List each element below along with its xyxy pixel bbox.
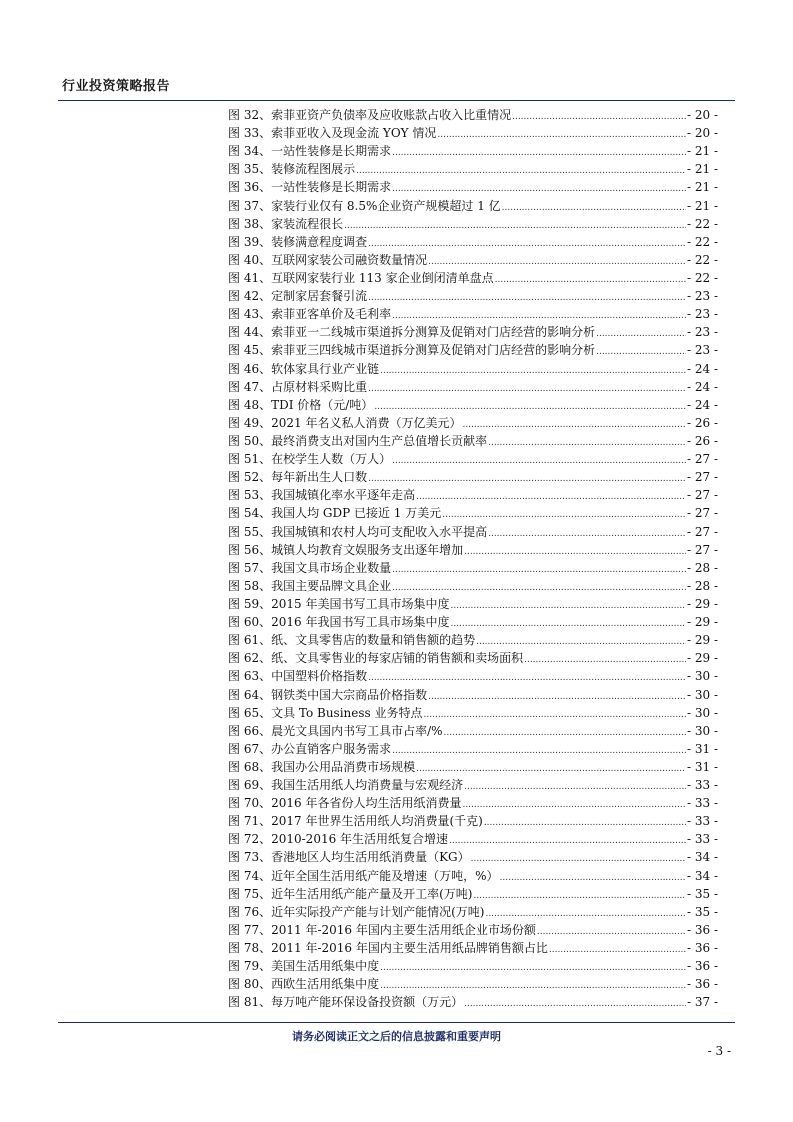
toc-entry[interactable] — [228, 341, 718, 359]
toc-entry-label: 图 71、2017 年世界生活用纸人均消费量(千克) — [228, 814, 483, 829]
toc-entry[interactable] — [228, 885, 718, 903]
toc-entry[interactable] — [228, 686, 718, 704]
toc-entry-page: - 31 - — [686, 759, 718, 774]
toc-dot-leader — [596, 323, 686, 343]
toc-entry-label: 图 57、我国文具市场企业数量 — [228, 560, 392, 575]
toc-dot-leader — [500, 867, 686, 887]
toc-dot-leader — [549, 939, 686, 959]
toc-entry-label: 图 76、近年实际投产产能与计划产能情况(万吨) — [228, 904, 485, 919]
toc-entry-page: - 22 - — [686, 216, 718, 231]
toc-entry-page: - 23 - — [686, 289, 718, 304]
toc-entry-label: 图 80、西欧生活用纸集中度 — [228, 977, 380, 992]
toc-entry[interactable] — [228, 251, 718, 269]
toc-entry-label: 图 39、装修满意程度调查 — [228, 234, 368, 249]
toc-entry-page: - 30 - — [686, 687, 718, 702]
toc-entry[interactable] — [228, 903, 718, 921]
toc-entry[interactable] — [228, 993, 718, 1011]
toc-entry-label: 图 44、索菲亚一二线城市渠道拆分测算及促销对门店经营的影响分析 — [228, 325, 596, 340]
toc-dot-leader — [464, 776, 686, 796]
toc-entry[interactable] — [228, 722, 718, 740]
toc-entry-page: - 22 - — [686, 252, 718, 267]
toc-dot-leader — [471, 848, 686, 868]
footer-divider — [58, 1022, 735, 1023]
toc-entry[interactable] — [228, 848, 718, 866]
toc-entry-page: - 33 - — [686, 814, 718, 829]
toc-entry-label: 图 53、我国城镇化率水平逐年走高 — [228, 488, 416, 503]
figure-index-list — [228, 106, 718, 1011]
toc-entry-label: 图 43、索菲亚客单价及毛利率 — [228, 307, 392, 322]
toc-entry-label: 图 32、索菲亚资产负债率及应收账款占收入比重情况 — [228, 108, 512, 122]
toc-entry-page: - 21 - — [686, 198, 718, 213]
toc-entry-label: 图 51、在校学生人数（万人） — [228, 452, 392, 467]
toc-entry[interactable] — [228, 812, 718, 830]
toc-entry-label: 图 77、2011 年-2016 年国内主要生活用纸企业市场份额 — [228, 922, 536, 937]
toc-entry-label: 图 61、纸、文具零售店的数量和销售额的趋势 — [228, 633, 476, 648]
toc-dot-leader — [502, 197, 686, 217]
toc-dot-leader — [524, 649, 686, 669]
toc-entry-label: 图 37、家装行业仅有 8.5%企业资产规模超过 1 亿 — [228, 198, 501, 213]
toc-entry-label: 图 54、我国人均 GDP 已接近 1 万美元 — [228, 506, 442, 521]
toc-entry-label: 图 46、软体家具行业产业链 — [228, 361, 380, 376]
toc-entry-page: - 29 - — [686, 615, 718, 630]
page-number: - 3 - — [707, 1044, 731, 1058]
toc-dot-leader — [368, 233, 686, 253]
toc-entry-page: - 20 - — [686, 108, 718, 122]
toc-entry-label: 图 62、纸、文具零售业的每家店铺的销售额和卖场面积 — [228, 651, 524, 666]
toc-entry[interactable] — [228, 595, 718, 613]
toc-dot-leader — [380, 957, 686, 977]
toc-entry-page: - 27 - — [686, 488, 718, 503]
toc-entry-label: 图 63、中国塑料价格指数 — [228, 669, 368, 684]
toc-entry[interactable] — [228, 287, 718, 305]
toc-entry-label: 图 52、每年新出生人口数 — [228, 470, 368, 485]
toc-dot-leader — [464, 993, 686, 1013]
toc-entry-page: - 28 - — [686, 560, 718, 575]
toc-entry-label: 图 78、2011 年-2016 年国内主要生活用纸品牌销售额占比 — [228, 941, 548, 956]
toc-entry-page: - 28 - — [686, 578, 718, 593]
toc-dot-leader — [596, 341, 686, 361]
toc-dot-leader — [392, 559, 686, 579]
toc-entry[interactable] — [228, 450, 718, 468]
toc-entry[interactable] — [228, 305, 718, 323]
toc-dot-leader — [428, 251, 686, 271]
toc-entry-page: - 34 - — [686, 868, 718, 883]
toc-entry-label: 图 36、一站性装修是长期需求 — [228, 180, 392, 195]
toc-entry[interactable] — [228, 613, 718, 631]
toc-entry-page: - 36 - — [686, 959, 718, 974]
toc-entry-page: - 21 - — [686, 144, 718, 159]
toc-dot-leader — [464, 541, 686, 561]
toc-dot-leader — [392, 305, 686, 325]
toc-dot-leader — [356, 160, 686, 180]
toc-entry-label: 图 60、2016 年我国书写工具市场集中度 — [228, 615, 450, 630]
toc-dot-leader — [462, 414, 686, 434]
toc-entry[interactable] — [228, 486, 718, 504]
toc-entry[interactable] — [228, 378, 718, 396]
toc-dot-leader — [392, 740, 686, 760]
toc-entry-label: 图 67、办公直销客户服务需求 — [228, 741, 392, 756]
toc-entry-page: - 20 - — [686, 126, 718, 141]
toc-entry-label: 图 74、近年全国生活用纸产能及增速（万吨，%） — [228, 868, 499, 883]
toc-entry-page: - 26 - — [686, 433, 718, 448]
toc-entry-page: - 27 - — [686, 524, 718, 539]
toc-dot-leader — [512, 106, 686, 126]
toc-entry[interactable] — [228, 921, 718, 939]
toc-entry-page: - 30 - — [686, 723, 718, 738]
toc-entry-page: - 34 - — [686, 850, 718, 865]
toc-entry-page: - 23 - — [686, 307, 718, 322]
toc-dot-leader — [424, 704, 686, 724]
toc-dot-leader — [473, 885, 686, 905]
toc-entry-label: 图 81、每万吨产能环保设备投资额（万元） — [228, 995, 464, 1010]
toc-entry-page: - 24 - — [686, 397, 718, 412]
toc-entry-label: 图 64、钢铁类中国大宗商品价格指数 — [228, 687, 428, 702]
toc-dot-leader — [449, 830, 686, 850]
toc-dot-leader — [380, 360, 686, 380]
toc-dot-leader — [392, 142, 686, 162]
toc-entry-page: - 36 - — [686, 941, 718, 956]
report-header-title: 行业投资策略报告 — [62, 79, 171, 94]
toc-entry[interactable] — [228, 323, 718, 341]
toc-entry[interactable] — [228, 975, 718, 993]
toc-dot-leader — [484, 812, 686, 832]
toc-dot-leader — [476, 631, 686, 651]
toc-entry-label: 图 72、2010-2016 年生活用纸复合增速 — [228, 832, 449, 847]
toc-entry[interactable] — [228, 178, 718, 196]
toc-entry[interactable] — [228, 396, 718, 414]
toc-dot-leader — [416, 758, 686, 778]
toc-dot-leader — [416, 486, 686, 506]
toc-dot-leader — [392, 178, 686, 198]
toc-dot-leader — [368, 468, 686, 488]
toc-entry[interactable] — [228, 939, 718, 957]
toc-entry-page: - 30 - — [686, 705, 718, 720]
toc-entry-label: 图 59、2015 年美国书写工具市场集中度 — [228, 596, 450, 611]
toc-dot-leader — [392, 450, 686, 470]
toc-dot-leader — [437, 124, 686, 144]
toc-entry[interactable] — [228, 197, 718, 215]
toc-entry-page: - 27 - — [686, 506, 718, 521]
toc-dot-leader — [485, 903, 686, 923]
toc-entry-page: - 27 - — [686, 452, 718, 467]
toc-entry-label: 图 41、互联网家装行业 113 家企业倒闭清单盘点 — [228, 270, 494, 285]
toc-entry[interactable] — [228, 160, 718, 178]
toc-entry[interactable] — [228, 215, 718, 233]
toc-entry[interactable] — [228, 559, 718, 577]
toc-entry-label: 图 75、近年生活用纸产能产量及开工率(万吨) — [228, 886, 473, 901]
toc-entry-label: 图 79、美国生活用纸集中度 — [228, 959, 380, 974]
toc-dot-leader — [374, 396, 686, 416]
toc-entry[interactable] — [228, 631, 718, 649]
toc-entry-page: - 24 - — [686, 361, 718, 376]
toc-entry-label: 图 66、晨光文具国内书写工具市占率/% — [228, 723, 443, 738]
toc-entry-label: 图 49、2021 年名义私人消费（万亿美元） — [228, 415, 462, 430]
toc-entry-page: - 21 - — [686, 180, 718, 195]
toc-entry-page: - 33 - — [686, 778, 718, 793]
toc-entry-label: 图 34、一站性装修是长期需求 — [228, 144, 392, 159]
toc-entry-page: - 21 - — [686, 162, 718, 177]
toc-entry[interactable] — [228, 758, 718, 776]
toc-entry[interactable] — [228, 523, 718, 541]
toc-entry[interactable] — [228, 269, 718, 287]
toc-entry[interactable] — [228, 142, 718, 160]
toc-entry-label: 图 47、占原材料采购比重 — [228, 379, 368, 394]
toc-entry-page: - 29 - — [686, 651, 718, 666]
toc-dot-leader — [450, 595, 686, 615]
toc-dot-leader — [368, 287, 686, 307]
toc-entry-page: - 29 - — [686, 596, 718, 611]
toc-entry-label: 图 68、我国办公用品消费市场规模 — [228, 759, 416, 774]
toc-entry[interactable] — [228, 649, 718, 667]
toc-entry[interactable] — [228, 867, 718, 885]
toc-dot-leader — [537, 921, 686, 941]
toc-entry[interactable] — [228, 468, 718, 486]
toc-entry-page: - 36 - — [686, 977, 718, 992]
toc-dot-leader — [380, 975, 686, 995]
toc-entry-label: 图 69、我国生活用纸人均消费量与宏观经济 — [228, 778, 464, 793]
toc-dot-leader — [368, 378, 686, 398]
toc-entry-page: - 27 - — [686, 470, 718, 485]
toc-entry-page: - 23 - — [686, 343, 718, 358]
toc-entry-label: 图 56、城镇人均教育文娱服务支出逐年增加 — [228, 542, 464, 557]
toc-entry[interactable] — [228, 432, 718, 450]
toc-dot-leader — [488, 432, 686, 452]
toc-dot-leader — [444, 722, 686, 742]
toc-entry-page: - 30 - — [686, 669, 718, 684]
toc-entry-page: - 33 - — [686, 796, 718, 811]
toc-entry[interactable] — [228, 233, 718, 251]
toc-entry-label: 图 48、TDI 价格（元/吨） — [228, 397, 374, 412]
toc-entry-label: 图 38、家装流程很长 — [228, 216, 344, 231]
toc-entry-label: 图 42、定制家居套餐引流 — [228, 289, 368, 304]
toc-entry-label: 图 35、装修流程图展示 — [228, 162, 356, 177]
toc-entry-label: 图 33、索菲亚收入及现金流 YOY 情况 — [228, 126, 437, 141]
toc-entry-page: - 35 - — [686, 886, 718, 901]
toc-entry-label: 图 40、互联网家装公司融资数量情况 — [228, 252, 428, 267]
toc-entry[interactable] — [228, 360, 718, 378]
toc-entry[interactable] — [228, 776, 718, 794]
toc-entry-page: - 37 - — [686, 995, 718, 1010]
toc-entry[interactable] — [228, 504, 718, 522]
toc-entry-page: - 24 - — [686, 379, 718, 394]
toc-dot-leader — [462, 794, 686, 814]
disclaimer-notice: 请务必阅读正文之后的信息披露和重要声明 — [292, 1030, 501, 1043]
toc-entry-label: 图 58、我国主要品牌文具企业 — [228, 578, 392, 593]
header-divider — [58, 100, 735, 101]
toc-entry[interactable] — [228, 957, 718, 975]
toc-dot-leader — [450, 613, 686, 633]
toc-entry-page: - 33 - — [686, 832, 718, 847]
toc-dot-leader — [442, 504, 686, 524]
toc-entry-page: - 31 - — [686, 741, 718, 756]
toc-entry-page: - 36 - — [686, 922, 718, 937]
toc-entry-label: 图 73、香港地区人均生活用纸消费量（KG） — [228, 850, 470, 865]
toc-entry-page: - 35 - — [686, 904, 718, 919]
toc-dot-leader — [488, 523, 686, 543]
toc-entry-page: - 23 - — [686, 325, 718, 340]
toc-dot-leader — [344, 215, 686, 235]
toc-dot-leader — [392, 577, 686, 597]
toc-entry-label: 图 45、索菲亚三四线城市渠道拆分测算及促销对门店经营的影响分析 — [228, 343, 596, 358]
toc-entry-page: - 26 - — [686, 415, 718, 430]
toc-dot-leader — [495, 269, 686, 289]
toc-entry-page: - 29 - — [686, 633, 718, 648]
toc-entry[interactable] — [228, 740, 718, 758]
toc-entry-label: 图 55、我国城镇和农村人均可支配收入水平提高 — [228, 524, 488, 539]
toc-entry-page: - 22 - — [686, 234, 718, 249]
toc-entry-label: 图 65、文具 To Business 业务特点 — [228, 705, 423, 720]
toc-entry[interactable] — [228, 704, 718, 722]
toc-entry[interactable] — [228, 830, 718, 848]
toc-entry-page: - 27 - — [686, 542, 718, 557]
toc-entry-page: - 22 - — [686, 270, 718, 285]
toc-entry-label: 图 50、最终消费支出对国内生产总值增长贡献率 — [228, 433, 488, 448]
toc-entry[interactable] — [228, 794, 718, 812]
toc-entry-label: 图 70、2016 年各省份人均生活用纸消费量 — [228, 796, 462, 811]
toc-entry[interactable] — [228, 124, 718, 142]
toc-entry[interactable] — [228, 414, 718, 432]
toc-entry[interactable] — [228, 541, 718, 559]
toc-entry[interactable] — [228, 667, 718, 685]
toc-entry[interactable] — [228, 577, 718, 595]
toc-entry[interactable] — [228, 106, 718, 124]
toc-dot-leader — [368, 667, 686, 687]
toc-dot-leader — [428, 686, 686, 706]
